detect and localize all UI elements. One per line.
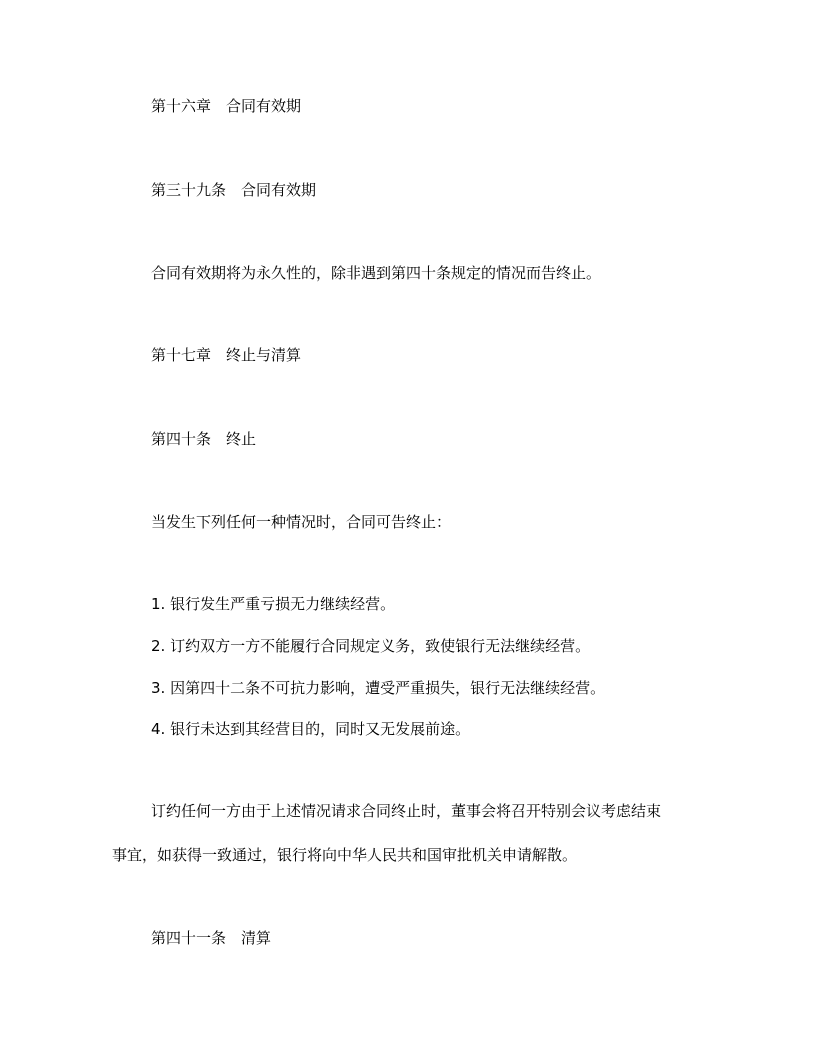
article-40-intro: 当发生下列任何一种情况时，合同可告终止：: [151, 513, 452, 531]
list-item: 1. 银行发生严重亏损无力继续经营。: [151, 595, 396, 613]
heading-gap: [211, 346, 226, 364]
article-39-title: 合同有效期: [241, 181, 317, 199]
article-39-heading: [151, 180, 316, 200]
article-40-heading: [151, 429, 256, 449]
article-40-paragraph-line-1: 订约任何一方由于上述情况请求合同终止时，董事会将召开特别会议考虑结束: [151, 802, 662, 820]
article-41-title: 清算: [241, 929, 272, 947]
article-39-number: 第三十九条: [151, 181, 227, 199]
list-item: 3. 因第四十二条不可抗力影响，遭受严重损失，银行无法继续经营。: [151, 679, 606, 697]
chapter-17-heading: [151, 345, 301, 365]
chapter-16-title: 合同有效期: [226, 97, 302, 115]
article-39-body: 合同有效期将为永久性的，除非遇到第四十条规定的情况而告终止。: [151, 264, 602, 282]
heading-gap: [226, 929, 241, 947]
chapter-17-number: 第十七章: [151, 346, 212, 364]
list-item: 4. 银行未达到其经营目的，同时又无发展前途。: [151, 720, 471, 738]
article-40-paragraph-line-2: 事宜，如获得一致通过，银行将向中华人民共和国审批机关申请解散。: [112, 846, 578, 864]
article-40-title: 终止: [226, 430, 257, 448]
article-41-number: 第四十一条: [151, 929, 227, 947]
heading-gap: [211, 97, 226, 115]
list-item: 2. 订约双方一方不能履行合同规定义务，致使银行无法继续经营。: [151, 637, 591, 655]
article-40-number: 第四十条: [151, 430, 212, 448]
chapter-16-heading: [151, 96, 301, 116]
heading-gap: [211, 430, 226, 448]
heading-gap: [226, 181, 241, 199]
article-41-heading: [151, 928, 271, 948]
chapter-16-number: 第十六章: [151, 97, 212, 115]
chapter-17-title: 终止与清算: [226, 346, 302, 364]
